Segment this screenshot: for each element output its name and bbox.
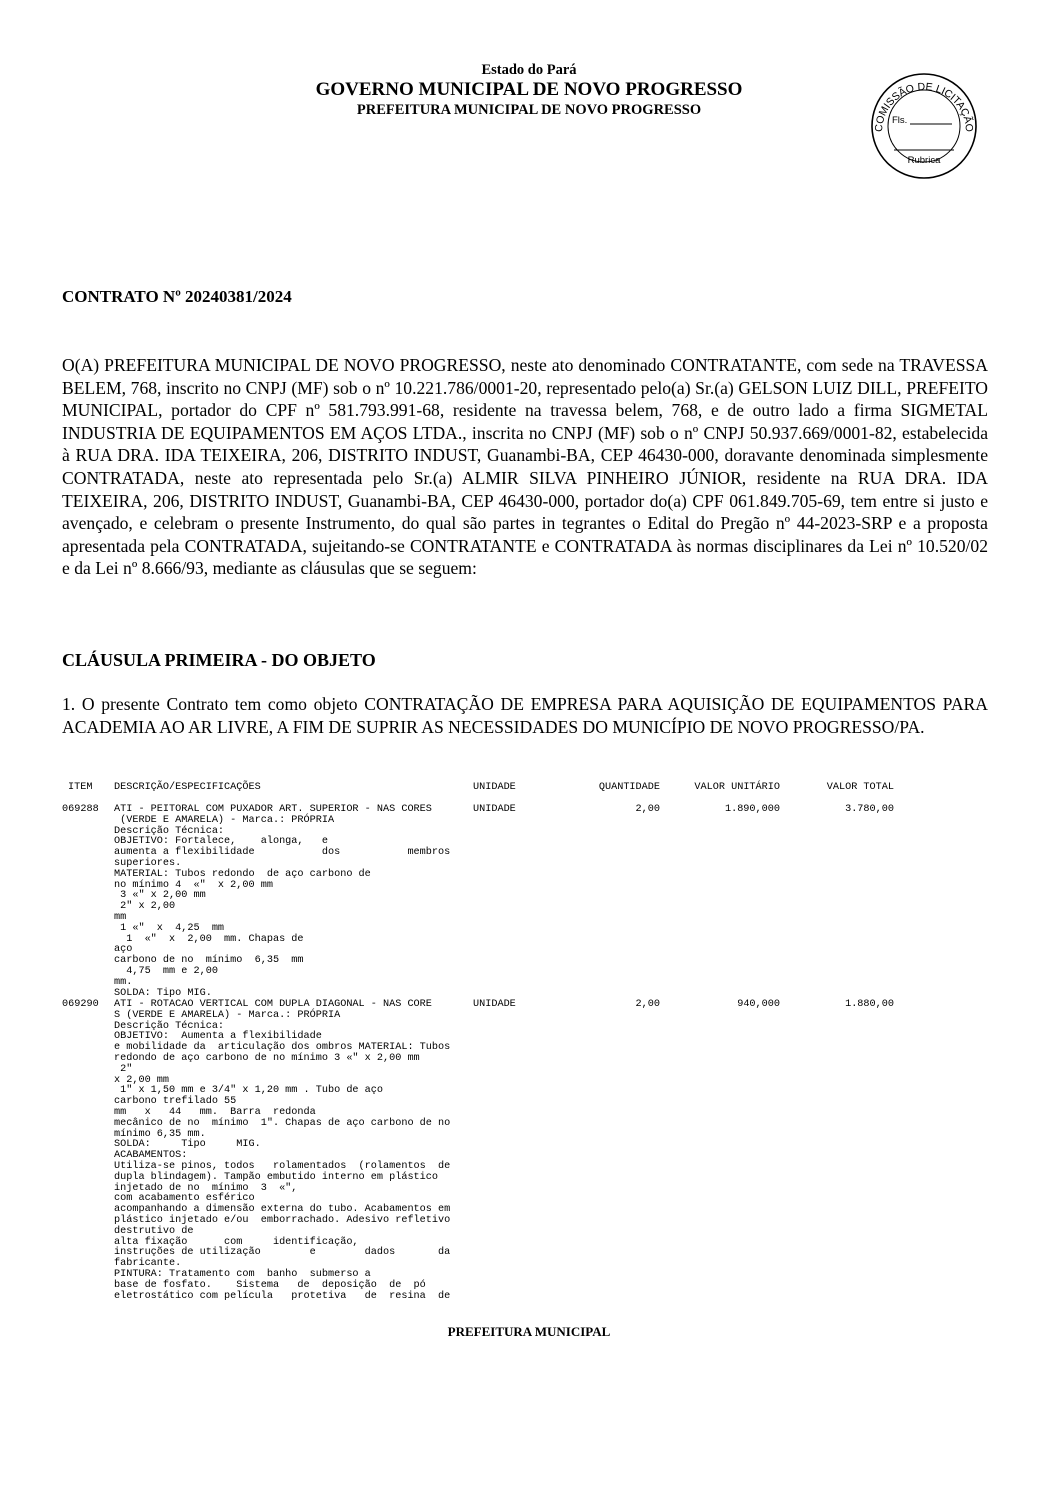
row-quantity: 2,00 <box>635 804 660 815</box>
stamp-fls-label: Fls. <box>892 115 908 126</box>
row-description: ATI - PEITORAL COM PUXADOR ART. SUPERIOR - NAS CORES (VERDE E AMARELA) - Marca.: PRÓPRIA Descrição Técnica: OBJETIVO: Fortalece, alonga, e aumenta a flexibilidade dos membros superiores. MATERIAL: Tubos redondo de aço carbono de no mínimo 4 «" x 2,00 mm 3 «" x 2,00 mm 2" x 2,00 mm 1 «" x 4,25 mm 1 «" x 2,00 mm. Chapas de aço carbono de no mínimo 6,35 mm 4,75 mm e 2,00 mm. SOLDA: Tipo MIG. <box>114 804 451 999</box>
row-total-value: 1.880,00 <box>845 999 894 1010</box>
intro-paragraph: O(A) PREFEITURA MUNICIPAL DE NOVO PROGRESSO, neste ato denominado CONTRATANTE, com sede na TRAVESSA BELEM, 768, inscrito no CNPJ (MF) sob o nº 10.221.786/0001-20, representado pelo(a) Sr.(a) GELSON LUIZ DILL, PREFEITO MUNICIPAL, portador do CPF nº 581.793.991-68, residente na travessa belem, 768, e de outro lado a firma SIGMETAL INDUSTRIA DE EQUIPAMENTOS EM AÇOS LTDA., inscrita no CNPJ (MF) sob o nº CNPJ 50.937.669/0001-82, estabelecida à RUA DRA. IDA TEIXEIRA, 206, DISTRITO INDUST, Guanambi-BA, CEP 46430-000, doravante denominada simplesmente CONTRATADA, neste ato representada pelo Sr.(a) ALMIR SILVA PINHEIRO JÚNIOR, residente na RUA DRA. IDA TEIXEIRA, 206, DISTRITO INDUST, Guanambi-BA, CEP 46430-000, portador do(a) CPF 061.849.705-69, tem entre si justo e avençado, e celebram o presente Instrumento, do qual são partes in tegrantes o Edital do Pregão nº 44-2023-SRP e a proposta apresentada pela CONTRATADA, sujeitando-se CONTRATANTE e CONTRATADA às normas disciplinares da Lei nº 10.520/02 e da Lei nº 8.666/93, mediante as cláusulas que se seguem: <box>62 355 988 579</box>
contract-title: CONTRATO Nº 20240381/2024 <box>62 287 292 306</box>
table-row <box>62 805 902 1000</box>
row-unit: UNIDADE <box>473 999 516 1010</box>
header-unit-value: VALOR UNITÁRIO <box>694 782 780 793</box>
header-total-value: VALOR TOTAL <box>826 782 894 793</box>
header-description: DESCRIÇÃO/ESPECIFICAÇÕES <box>114 782 261 793</box>
header-quantity: QUANTIDADE <box>598 782 660 793</box>
header-unit: UNIDADE <box>473 782 516 793</box>
header-item: ITEM <box>68 782 93 793</box>
commission-stamp <box>868 70 980 182</box>
row-description: ATI - ROTACAO VERTICAL COM DUPLA DIAGONAL - NAS CORE S (VERDE E AMARELA) - Marca.: PRÓPRIA Descrição Técnica: OBJETIVO: Aumenta a flexibilidade e mobilidade da articulação dos ombros MATERIAL: Tubos redondo de aço carbono de no mínimo 3 «" x 2,00 mm 2" x 2,00 mm 1" x 1,50 mm e 3/4" x 1,20 mm . Tubo de aço carbono trefilado 55 mm x 44 mm. Barra redonda mecânico de no mínimo 1". Chapas de aço carbono de no mínimo 6,35 mm. SOLDA: Tipo MIG. ACABAMENTOS: Utiliza-se pinos, todos rolamentados (rolamentos de dupla blindagem). Tampão embutido interno em plástico injetado de no mínimo 3 «", com acabamento esférico acompanhando a dimensão externa do tubo. Acabamentos em plástico injetado e/ou emborrachado. Adesivo refletivo destrutivo de alta fixação com identificação, instruções de utilização e dados da fabricante. PINTURA: Tratamento com banho submerso a base de fosfato. Sistema de deposição de pó eletrostático com película protetiva de resina de <box>114 999 451 1302</box>
row-unit: UNIDADE <box>473 804 516 815</box>
stamp-ring-text: COMISSÃO DE LICITAÇÃO <box>872 80 976 133</box>
row-total-value: 3.780,00 <box>845 804 894 815</box>
table-row <box>62 1000 902 1310</box>
row-quantity: 2,00 <box>635 999 660 1010</box>
items-table <box>62 783 902 1310</box>
prefecture-name: PREFEITURA MUNICIPAL DE NOVO PROGRESSO <box>356 102 702 118</box>
page-footer: PREFEITURA MUNICIPAL <box>447 1324 611 1339</box>
row-item-code: 069290 <box>62 999 99 1010</box>
row-unit-value: 940,000 <box>737 999 780 1010</box>
object-paragraph: 1. O presente Contrato tem como objeto CONTRATAÇÃO DE EMPRESA PARA AQUISIÇÃO DE EQUIPAMENTOS PARA ACADEMIA AO AR LIVRE, A FIM DE SUPRIR AS NECESSIDADES DO MUNICÍPIO DE NOVO PROGRESSO/PA. <box>62 694 988 737</box>
table-header-row <box>62 783 902 805</box>
row-item-code: 069288 <box>62 804 99 815</box>
row-unit-value: 1.890,000 <box>724 804 780 815</box>
stamp-rubrica-label: Rubrica <box>907 155 941 166</box>
government-name: GOVERNO MUNICIPAL DE NOVO PROGRESSO <box>315 79 743 100</box>
state-name: Estado do Pará <box>481 62 577 78</box>
clause-title: CLÁUSULA PRIMEIRA - DO OBJETO <box>62 650 376 670</box>
